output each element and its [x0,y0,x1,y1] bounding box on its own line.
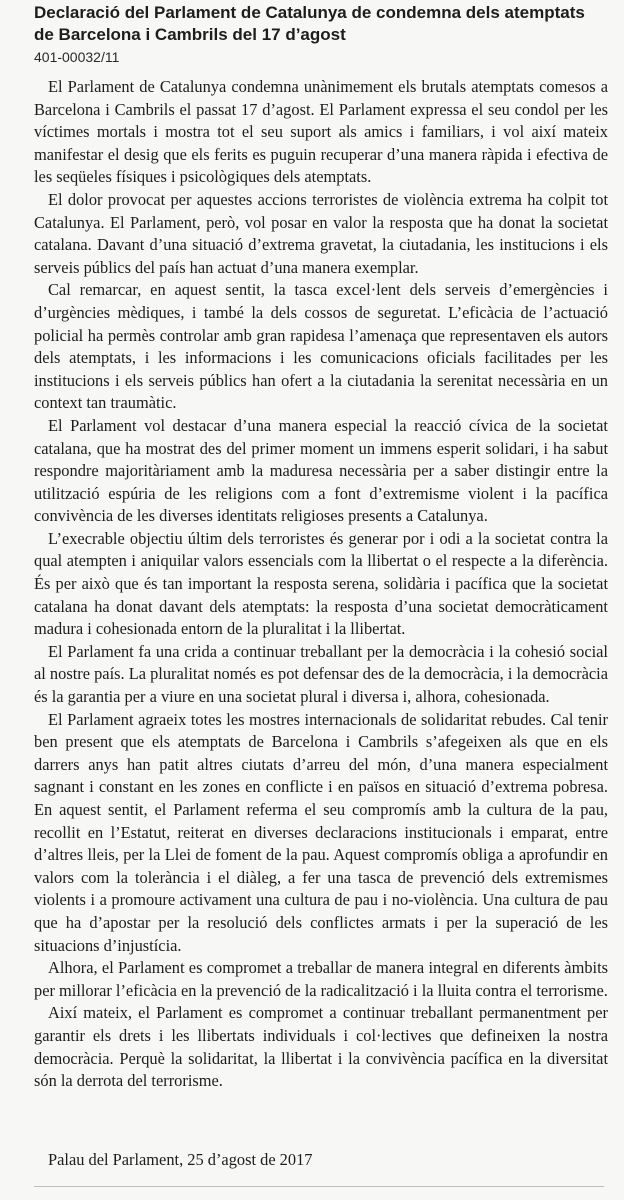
paragraph-terrorist-objective: L’execrable objectiu últim dels terroristes és generar por i odi a la societat contra la qual atempten i aniquilar valors essencials com la llibertat o el respecte a la diferència. És per això que és tan important la resposta serena, solidària i pacífica que la societat catalana ha donat davant dels atemptats: la resposta d’una societat democràticament madura i cohesionada entorn de la pluralitat i la llibertat. [34,528,608,639]
footer-divider [34,1186,604,1187]
document-title: Declaració del Parlament de Catalunya de condemna dels atemptats de Barcelona i Cambrils del 17 d’agost [34,3,585,44]
document-reference-number: 401-00032/11 [34,49,120,65]
closing-place-date: Palau del Parlament, 25 d’agost de 2017 [48,1150,313,1169]
paragraph-condemnation: El Parlament de Catalunya condemna unànimement els brutals atemptats comesos a Barcelona i Cambrils el passat 17 d’agost. El Parlament expressa el seu condol per les víctimes mortals i mostra tot el seu suport als amics i familiars, i vol així mateix manifestar el desig que els ferits es puguin recuperar d’una manera ràpida i efectiva de les seqüeles físiques i psicològiques dels atemptats. [34,77,608,187]
paragraph-radicalization-prevention: Alhora, el Parlament es compromet a treballar de manera integral en diferents àmbits per millorar l’eficàcia en la prevenció de la radicalització i la lluita contra el terrorisme. [34,958,608,1000]
paragraph-emergency-services: Cal remarcar, en aquest sentit, la tasca excel·lent dels serveis d’emergències i d’urgències mèdiques, i també la dels cossos de seguretat. L’eficàcia de l’actuació policial ha permès controlar amb gran rapidesa l’amenaça que representaven els autors dels atemptats, i les informacions i les comunicacions oficials facilitades per les institucions i els serveis públics han ofert a la ciutadania la serenitat necessària en un context tan traumàtic. [34,280,608,413]
paragraph-international-solidarity: El Parlament agraeix totes les mostres internacionals de solidaritat rebudes. Cal tenir ben present que els atemptats de Barcelona i Cambrils s’afegeixen als que en els darrers anys han patit altres ciutats d’arreu del món, d’una manera especialment sagnant i constant en les zones en conflicte i en països en situació d’extrema pobresa. En aquest sentit, el Parlament referma el seu compromís amb la cultura de la pau, recollit en l’Estatut, reiterat en diverses declaracions institucionals i emparat, entre d’altres lleis, per la Llei de foment de la pau. Aquest compromís obliga a aprofundir en valors com la tolerància i el diàleg, a fer una tasca de prevenció dels extremismes violents i a promoure activament una cultura de pau i no-violència. Una cultura de pau que ha d’apostar per la resolució dels conflictes armats i per la superació de les situacions d’injustícia. [34,709,608,955]
declaration-body [34,76,608,1093]
paragraph-societal-response: El dolor provocat per aquestes accions terroristes de violència extrema ha colpit tot Catalunya. El Parlament, però, vol posar en valor la resposta que ha donat la societat catalana. Davant d’una situació d’extrema gravetat, la ciutadania, les institucions i els serveis públics del país han actuat d’una manera exemplar. [34,189,608,277]
paragraph-rights-commitment: Així mateix, el Parlament es compromet a continuar treballant permanentment per garantir els drets i les llibertats individuals i col·lectives que defineixen la nostra democràcia. Perquè la solidaritat, la llibertat i la convivència pacífica en la diversitat són la derrota del terrorisme. [34,1003,608,1091]
paragraph-democracy-call: El Parlament fa una crida a continuar treballant per la democràcia i la cohesió social al nostre país. La pluralitat només es pot defensar des de la democràcia, i la democràcia és la garantia per a viure en una societat plural i diversa i, alhora, cohesionada. [34,641,608,707]
paragraph-civic-reaction: El Parlament vol destacar d’una manera especial la reacció cívica de la societat catalana, que ha mostrat des del primer moment un immens esperit solidari, i ha sabut respondre majoritàriament amb la maduresa necessària per a saber distingir entre la utilització espúria de les religions com a font d’extremisme violent i la pacífica convivència de les diverses identitats religioses presents a Catalunya. [34,415,608,526]
